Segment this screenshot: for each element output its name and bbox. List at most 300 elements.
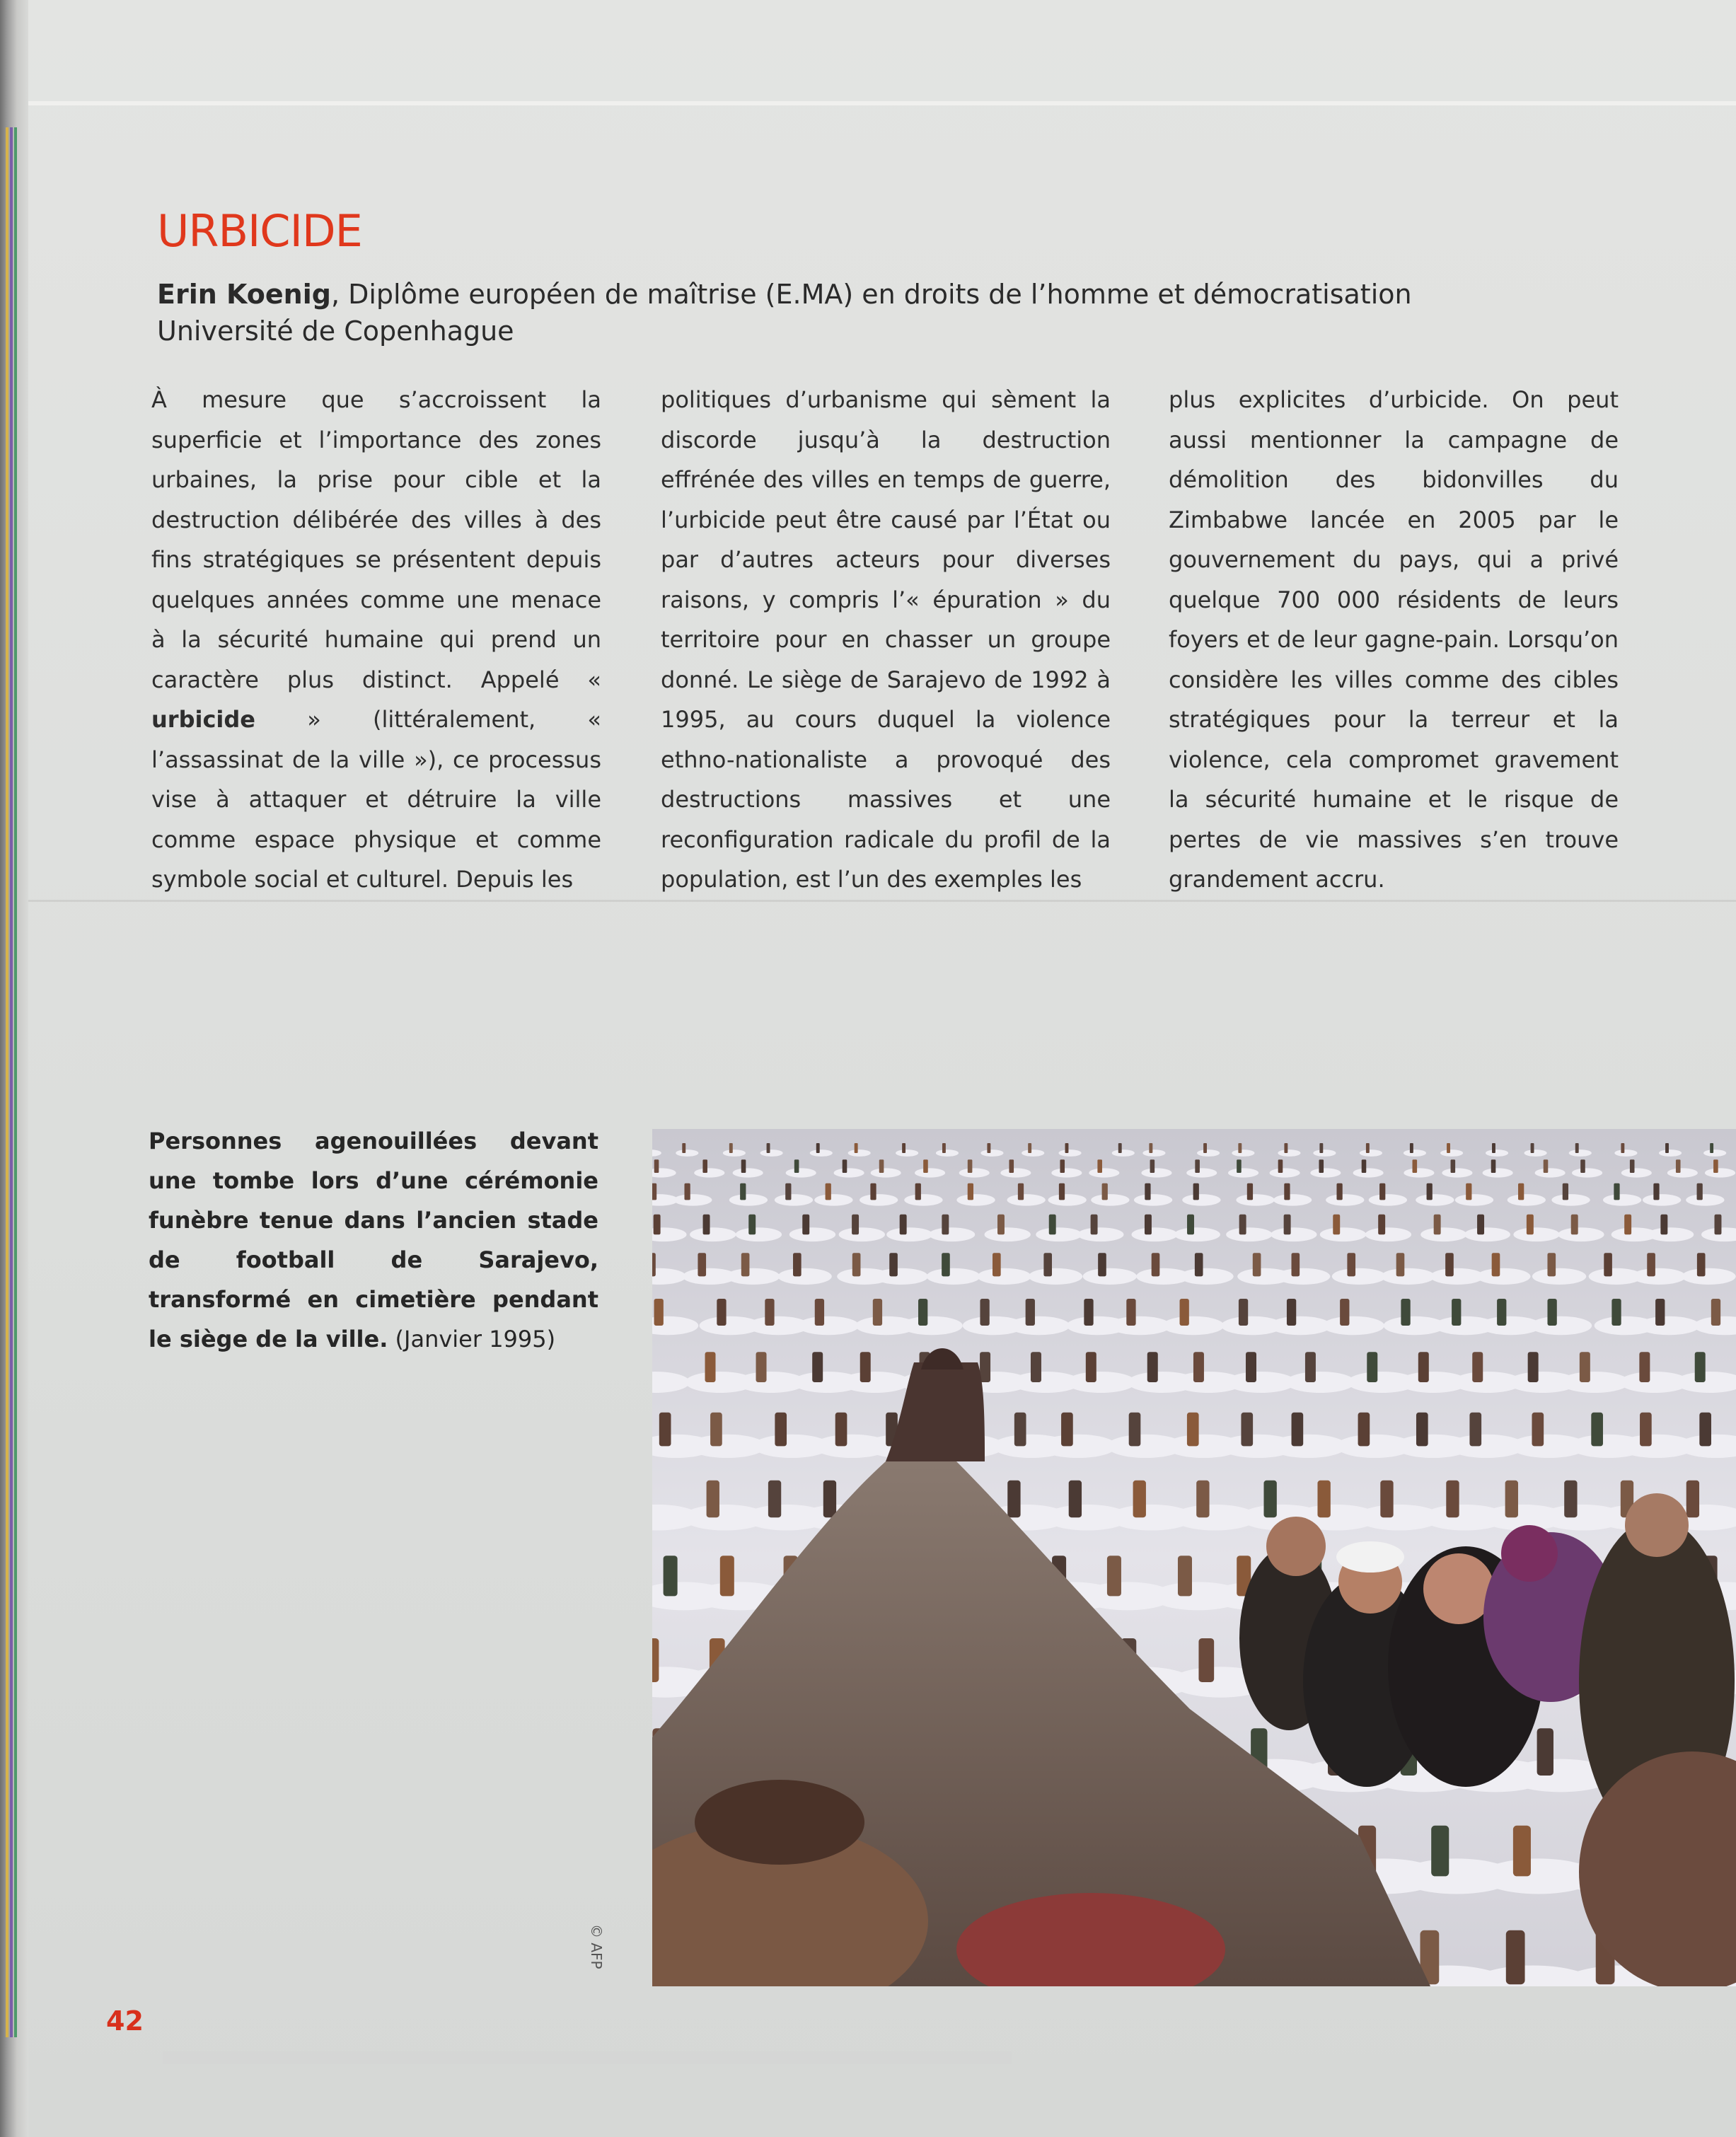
snow-mound	[1532, 1268, 1586, 1285]
snow-mound	[1455, 1194, 1493, 1206]
grave-marker	[1319, 1159, 1324, 1173]
grave-marker	[1129, 1413, 1141, 1447]
snow-mound	[797, 1316, 859, 1336]
grave-marker	[980, 1299, 989, 1326]
grave-marker	[1043, 1253, 1052, 1276]
grave-marker	[1695, 1352, 1706, 1382]
grave-marker	[1527, 1215, 1534, 1234]
snow-mound	[901, 1316, 962, 1336]
grave-marker	[1187, 1413, 1199, 1447]
grave-marker	[1247, 1183, 1253, 1200]
grave-marker	[879, 1159, 884, 1173]
grave-marker	[741, 1159, 746, 1173]
cemetery-photo-illustration	[652, 1129, 1736, 1986]
grave-marker	[1049, 1215, 1056, 1234]
grave-marker	[873, 1299, 882, 1326]
author-line	[157, 276, 1412, 313]
snow-mound	[1643, 1194, 1681, 1206]
grave-marker	[1340, 1299, 1349, 1326]
grave-marker	[1147, 1352, 1158, 1382]
snow-mound	[956, 1194, 995, 1206]
snow-mound	[1269, 1168, 1300, 1177]
snow-mound	[1007, 1194, 1046, 1206]
grave-marker	[1621, 1143, 1624, 1153]
grave-marker	[1239, 1299, 1248, 1326]
snow-mound	[786, 1168, 816, 1177]
grave-marker	[1060, 1159, 1065, 1173]
grave-marker	[1564, 1481, 1577, 1517]
grave-marker	[1133, 1481, 1146, 1517]
snow-mound	[1083, 1268, 1137, 1285]
snow-mound	[1036, 1227, 1082, 1241]
snow-mound	[1142, 1149, 1165, 1157]
grave-marker	[855, 1143, 858, 1153]
grave-marker	[1187, 1215, 1194, 1234]
grave-marker	[682, 1143, 685, 1153]
snow-mound	[1524, 1149, 1546, 1157]
snow-mound	[839, 1227, 885, 1241]
grave-marker	[852, 1215, 859, 1234]
snow-mound	[1269, 1316, 1331, 1336]
grave-marker	[1292, 1413, 1304, 1447]
grave-marker	[1319, 1143, 1323, 1153]
grave-marker	[654, 1215, 661, 1234]
grave-marker	[823, 1481, 836, 1517]
snow-mound	[896, 1149, 918, 1157]
grave-marker	[702, 1159, 707, 1173]
text-column-1	[151, 380, 601, 900]
snow-mound	[1058, 1149, 1081, 1157]
snow-mound	[1558, 1227, 1604, 1241]
snow-mound	[777, 1268, 831, 1285]
footer-bleedthrough	[163, 2051, 1012, 2064]
snow-mound	[760, 1149, 782, 1157]
grave-marker	[707, 1481, 719, 1517]
grave-marker	[1537, 1728, 1553, 1776]
grave-marker	[705, 1352, 716, 1382]
snow-mound	[1703, 1149, 1726, 1157]
snow-mound	[1404, 1168, 1434, 1177]
grave-marker	[1647, 1253, 1655, 1276]
snow-mound	[694, 1168, 724, 1177]
grave-marker	[1630, 1159, 1635, 1173]
grave-marker	[843, 1159, 847, 1173]
snow-mound	[1667, 1168, 1698, 1177]
grave-marker	[1238, 1143, 1242, 1153]
grave-marker	[968, 1159, 973, 1173]
grave-marker	[1676, 1159, 1681, 1173]
grave-marker	[1237, 1159, 1242, 1173]
snow-mound	[1232, 1149, 1254, 1157]
grave-marker	[1713, 1159, 1718, 1173]
grave-marker	[794, 1159, 799, 1173]
snow-mound	[1332, 1268, 1386, 1285]
grave-marker	[1604, 1253, 1612, 1276]
grave-marker	[1031, 1352, 1041, 1382]
snow-mound	[1476, 1268, 1530, 1285]
grave-marker	[1401, 1299, 1410, 1326]
keyword-urbicide: urbicide	[151, 706, 255, 733]
grave-marker	[1102, 1183, 1108, 1200]
grave-marker	[1358, 1413, 1370, 1447]
grave-marker	[775, 1413, 787, 1447]
grave-marker	[1014, 1413, 1026, 1447]
grave-marker	[923, 1159, 928, 1173]
grave-marker	[1686, 1481, 1699, 1517]
grave-marker	[1007, 1481, 1020, 1517]
snow-mound	[673, 1194, 712, 1206]
snow-mound	[1141, 1168, 1171, 1177]
grave-marker	[720, 1556, 734, 1596]
snow-mound	[1404, 1149, 1426, 1157]
grave-marker	[729, 1143, 733, 1153]
snow-mound	[1089, 1168, 1119, 1177]
grave-marker	[1098, 1253, 1106, 1276]
snow-mound	[1162, 1316, 1224, 1336]
grave-marker	[1378, 1215, 1385, 1234]
grave-marker	[1491, 1159, 1496, 1173]
grave-marker	[1697, 1253, 1706, 1276]
grave-marker	[1431, 1826, 1449, 1877]
grave-marker	[1145, 1215, 1152, 1234]
grave-marker	[1416, 1413, 1428, 1447]
grave-marker	[1178, 1556, 1192, 1596]
snow-mound	[1077, 1227, 1123, 1241]
grave-marker	[1065, 1143, 1069, 1153]
snow-mound	[1226, 1372, 1295, 1393]
grave-marker	[1380, 1481, 1393, 1517]
snow-mound	[1420, 1227, 1466, 1241]
snow-mound	[1276, 1268, 1330, 1285]
snow-mound	[985, 1227, 1031, 1241]
grave-marker	[1145, 1183, 1150, 1200]
grave-marker	[1061, 1413, 1073, 1447]
binding-color-stripe	[6, 127, 8, 2037]
grave-marker	[889, 1253, 898, 1276]
grave-marker	[1091, 1215, 1098, 1234]
snow-mound	[959, 1168, 990, 1177]
grave-marker	[1149, 1143, 1152, 1153]
grave-marker	[1506, 1930, 1525, 1984]
column-1-text-end: » (littéralement, « l’assassinat de la ville »), ce processus vise à attaquer et détruire la ville comme espace physique et comme symbole social et culturel. Depuis les	[151, 706, 601, 893]
grave-marker	[1544, 1159, 1549, 1173]
caption-bold: Personnes agenouillées devant une tombe lors d’une cérémonie funèbre tenue dans l’ancien stade de football de Sarajevo, transformé en cimetière pendant le siège de la ville.	[149, 1128, 598, 1353]
grave-marker	[1195, 1159, 1200, 1173]
grave-marker	[1451, 1159, 1456, 1173]
grave-marker	[1278, 1159, 1283, 1173]
author-block	[157, 276, 1412, 349]
grave-marker	[870, 1183, 876, 1200]
grave-marker	[1563, 1183, 1568, 1200]
snow-mound	[1686, 1194, 1724, 1206]
grave-marker	[1497, 1299, 1506, 1326]
grave-marker	[1660, 1215, 1667, 1234]
page-number: 42	[106, 2005, 144, 2037]
grave-marker	[860, 1352, 871, 1382]
grave-marker	[1614, 1183, 1619, 1200]
grave-marker	[659, 1413, 671, 1447]
grave-marker	[1396, 1253, 1405, 1276]
snow-mound	[1109, 1316, 1171, 1336]
grave-marker	[1472, 1352, 1483, 1382]
grave-marker	[1697, 1183, 1703, 1200]
cemetery-photo	[652, 1129, 1736, 1986]
grave-marker	[1466, 1183, 1471, 1200]
snow-mound	[736, 1227, 782, 1241]
grave-marker	[1477, 1215, 1484, 1234]
grave-marker	[915, 1183, 921, 1200]
snow-mound	[1440, 1149, 1463, 1157]
snow-mound	[1621, 1168, 1652, 1177]
snow-mound	[1273, 1194, 1312, 1206]
snow-mound	[1682, 1268, 1735, 1285]
grave-marker	[1640, 1413, 1652, 1447]
grave-marker	[835, 1413, 847, 1447]
grave-marker	[684, 1183, 690, 1200]
grave-marker	[1239, 1215, 1246, 1234]
caption-date: (Janvier 1995)	[388, 1326, 556, 1353]
grave-marker	[1711, 1299, 1720, 1326]
author-affiliation: , Diplôme européen de maîtrise (E.MA) en droits de l’homme et démocratisation	[330, 279, 1412, 310]
grave-marker	[1715, 1215, 1722, 1234]
text-column-2: politiques d’urbanisme qui sèment la discorde jusqu’à la destruction effrénée des villes en temps de guerre, l’urbicide peut être causé par l’État ou par d’autres acteurs pour diverses raisons, y compris l’« épuration » du territoire pour en chasser un groupe donné. Le siège de Sarajevo de 1992 à 1995, au cours duquel la violence ethno-nationaliste a provoqué des destructions massives et une reconfiguration radicale du profil de la population, est l’un des exemples les	[661, 386, 1111, 893]
snow-mound	[1464, 1227, 1510, 1241]
snow-mound	[1285, 1372, 1355, 1393]
snow-mound	[1486, 1149, 1508, 1157]
grave-marker	[980, 1352, 990, 1382]
snow-mound	[1353, 1168, 1383, 1177]
photo-caption	[149, 1121, 598, 1359]
grave-marker	[902, 1143, 905, 1153]
grave-marker	[1193, 1352, 1204, 1382]
snow-mound	[1048, 1194, 1087, 1206]
snow-mound	[1008, 1316, 1070, 1336]
grave-marker	[1150, 1159, 1155, 1173]
grave-marker	[698, 1253, 706, 1276]
section-divider	[28, 900, 1736, 902]
grave-marker	[1639, 1352, 1650, 1382]
snow-mound	[980, 1149, 1003, 1157]
grave-marker	[993, 1253, 1001, 1276]
snow-mound	[1228, 1168, 1258, 1177]
grave-marker	[1196, 1481, 1209, 1517]
snow-mound	[1271, 1227, 1317, 1241]
snow-mound	[1614, 1149, 1637, 1157]
grave-marker	[1413, 1159, 1418, 1173]
grave-marker	[1379, 1183, 1385, 1200]
grave-marker	[1292, 1253, 1300, 1276]
snow-mound	[1360, 1149, 1382, 1157]
grave-marker	[1655, 1299, 1665, 1326]
snow-mound	[1560, 1372, 1629, 1393]
grave-marker	[1505, 1481, 1518, 1517]
snow-mound	[723, 1149, 746, 1157]
snow-mound	[1534, 1168, 1565, 1177]
grave-marker	[1287, 1299, 1296, 1326]
snow-mound	[977, 1268, 1031, 1285]
grave-marker	[652, 1183, 656, 1200]
grave-marker	[1571, 1215, 1578, 1234]
grave-marker	[1624, 1215, 1631, 1234]
grave-marker	[802, 1215, 809, 1234]
snow-mound	[1320, 1227, 1366, 1241]
grave-marker	[1410, 1143, 1413, 1153]
grave-marker	[1575, 1143, 1579, 1153]
grave-marker	[1531, 1143, 1534, 1153]
snow-mound	[1022, 1149, 1044, 1157]
snow-mound	[1322, 1316, 1384, 1336]
grave-marker	[1580, 1352, 1590, 1382]
grave-marker	[740, 1183, 746, 1200]
snow-mound	[871, 1168, 901, 1177]
snow-mound	[676, 1149, 698, 1157]
snow-mound	[936, 1149, 959, 1157]
grave-marker	[748, 1215, 756, 1234]
snow-mound	[733, 1168, 763, 1177]
grave-marker	[1097, 1159, 1102, 1173]
grave-marker	[785, 1183, 791, 1200]
article-title: URBICIDE	[157, 205, 362, 257]
grave-marker	[1366, 1143, 1370, 1153]
grave-marker	[815, 1299, 824, 1326]
snow-mound	[1381, 1268, 1435, 1285]
snow-mound	[1278, 1149, 1300, 1157]
grave-marker	[710, 1413, 722, 1447]
grave-marker	[997, 1215, 1005, 1234]
binding-color-stripe	[10, 127, 13, 2037]
snow-mound	[929, 1227, 975, 1241]
grave-marker	[1246, 1352, 1256, 1382]
grave-marker	[1347, 1253, 1355, 1276]
photo-credit: © AFP	[588, 1924, 605, 1969]
grave-marker	[826, 1183, 831, 1200]
snow-mound	[1430, 1268, 1484, 1285]
snow-mound	[1270, 1435, 1347, 1458]
grave-marker	[1513, 1826, 1531, 1877]
grave-marker	[756, 1352, 767, 1382]
snow-mound	[904, 1194, 942, 1206]
snow-mound	[1310, 1168, 1341, 1177]
grave-marker	[1492, 1253, 1500, 1276]
grave-marker	[1447, 1143, 1450, 1153]
grave-marker	[942, 1215, 949, 1234]
grave-marker	[1059, 1183, 1065, 1200]
snow-mound	[1112, 1149, 1135, 1157]
grave-marker	[1452, 1299, 1461, 1326]
grave-marker	[1203, 1143, 1207, 1153]
column-1-text-start: À mesure que s’accroissent la superficie et l’importance des zones urbaines, la prise pour cible et la destruction délibérée des villes à des fins stratégiques se présentent depuis quelques années comme une menace à la sécurité humaine qui prend un caractère plus distinct. Appelé «	[151, 386, 601, 693]
snow-mound	[775, 1194, 813, 1206]
grave-marker	[1492, 1143, 1495, 1153]
grave-marker	[1333, 1215, 1340, 1234]
grave-marker	[1418, 1352, 1429, 1382]
grave-marker	[852, 1253, 861, 1276]
snow-mound	[848, 1149, 871, 1157]
grave-marker	[1126, 1299, 1135, 1326]
grave-marker	[987, 1143, 990, 1153]
grave-marker	[1086, 1352, 1096, 1382]
grave-marker	[654, 1159, 659, 1173]
grave-marker	[1241, 1413, 1253, 1447]
snow-mound	[1182, 1194, 1220, 1206]
snow-mound	[1508, 1194, 1546, 1206]
author-name: Erin Koenig	[157, 279, 331, 310]
grave-marker	[1528, 1352, 1539, 1382]
grave-marker	[1195, 1253, 1203, 1276]
grave-marker	[1532, 1413, 1544, 1447]
snow-mound	[1029, 1268, 1082, 1285]
grave-marker	[1009, 1159, 1014, 1173]
snow-mound	[1179, 1268, 1233, 1285]
grave-marker	[1547, 1253, 1556, 1276]
snow-mound	[1569, 1149, 1592, 1157]
snow-mound	[1039, 1435, 1116, 1458]
snow-mound	[1132, 1227, 1178, 1241]
grave-marker	[1107, 1556, 1121, 1596]
snow-mound	[1483, 1168, 1513, 1177]
grave-marker	[942, 1143, 946, 1153]
top-rule	[28, 101, 1736, 105]
grave-marker	[816, 1143, 820, 1153]
grave-marker	[741, 1253, 750, 1276]
grave-marker	[942, 1253, 950, 1276]
grave-marker	[1710, 1143, 1713, 1153]
snow-mound	[874, 1268, 928, 1285]
snow-mound	[1186, 1168, 1217, 1177]
grave-marker	[1518, 1183, 1524, 1200]
snow-mound	[840, 1372, 910, 1393]
snow-mound	[1226, 1227, 1272, 1241]
snow-mound	[1134, 1194, 1172, 1206]
grave-marker	[968, 1183, 973, 1200]
snow-mound	[726, 1268, 780, 1285]
grave-marker	[1317, 1481, 1330, 1517]
snow-mound	[1313, 1149, 1336, 1157]
grave-marker	[1434, 1215, 1441, 1234]
grave-marker	[1028, 1143, 1031, 1153]
snow-mound	[814, 1194, 852, 1206]
snow-mound	[886, 1227, 932, 1241]
snow-mound	[1705, 1168, 1735, 1177]
grave-marker	[768, 1481, 781, 1517]
text-column-3: plus explicites d’urbicide. On peut aussi mentionner la campagne de démolition des bidonvilles du Zimbabwe lancée en 2005 par le gouvernement du pays, qui a privé quelque 700 000 résidents de leurs foyers et de leur gagne-pain. Lorsqu’on considère les villes comme des cibles stratégiques pour la terreur et la violence, cela compromet gravement la sécurité humaine et le risque de pertes de vie massives s’en trouve grandement accru.	[1169, 386, 1619, 893]
grave-marker	[1305, 1352, 1316, 1382]
grave-marker	[1152, 1253, 1160, 1276]
grave-marker	[793, 1253, 802, 1276]
grave-marker	[1611, 1299, 1621, 1326]
snow-mound	[915, 1168, 945, 1177]
grave-marker	[1118, 1143, 1122, 1153]
snow-mound	[927, 1268, 980, 1285]
grave-marker	[1263, 1481, 1276, 1517]
grave-marker	[1084, 1299, 1093, 1326]
grave-marker	[1336, 1183, 1342, 1200]
grave-marker	[1469, 1413, 1481, 1447]
grave-marker	[1253, 1253, 1261, 1276]
snow-mound	[1442, 1168, 1472, 1177]
snow-mound	[1051, 1168, 1082, 1177]
snow-mound	[833, 1168, 864, 1177]
grave-marker	[1180, 1299, 1189, 1326]
snow-mound	[789, 1227, 835, 1241]
snow-mound	[1632, 1268, 1686, 1285]
grave-marker	[812, 1352, 823, 1382]
snow-mound	[1000, 1168, 1031, 1177]
grave-marker	[654, 1299, 664, 1326]
grave-marker	[717, 1299, 726, 1326]
grave-marker	[918, 1299, 927, 1326]
grave-marker	[1362, 1159, 1367, 1173]
